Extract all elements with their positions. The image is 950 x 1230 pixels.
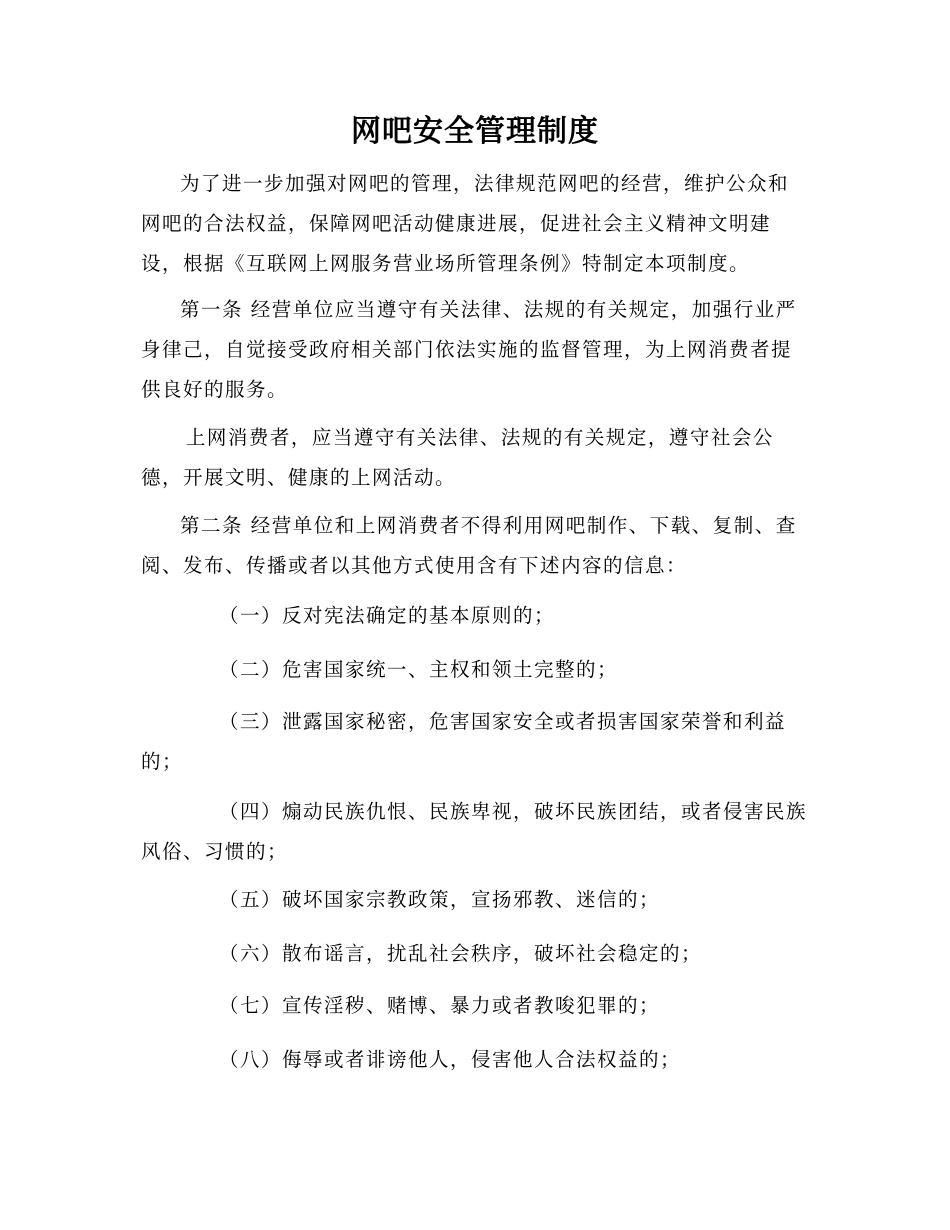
list-item-2: （二）危害国家统一、主权和领土完整的； [219, 658, 619, 681]
list-item-7: （七）宣传淫秽、赌博、暴力或者教唆犯罪的； [219, 994, 661, 1017]
list-item-4: （四）煽动民族仇恨、民族卑视，破坏民族团结，或者侵害民族风俗、习惯的； [141, 800, 808, 863]
list-item-1: （一）反对宪法确定的基本原则的； [219, 604, 556, 627]
article-two-paragraph: 第二条 经营单位和上网消费者不得利用网吧制作、下载、复制、查阅、发布、传播或者以其他方式使用含有下述内容的信息： [141, 514, 797, 577]
article-one-paragraph: 第一条 经营单位应当遵守有关法律、法规的有关规定，加强行业严身律己，自觉接受政府相关部门依法实施的监督管理，为上网消费者提供良好的服务。 [141, 298, 797, 401]
list-item-3: （三）泄露国家秘密，危害国家安全或者损害国家荣誉和利益的； [141, 710, 787, 773]
document-title: 网吧安全管理制度 [351, 114, 599, 149]
list-item-8: （八）侮辱或者诽谤他人，侵害他人合法权益的； [219, 1048, 682, 1071]
list-item-6: （六）散布谣言，扰乱社会秩序，破坏社会稳定的； [219, 942, 703, 965]
consumer-paragraph: 上网消费者，应当遵守有关法律、法规的有关规定，遵守社会公德，开展文明、健康的上网活动。 [141, 426, 774, 489]
intro-paragraph: 为了进一步加强对网吧的管理，法律规范网吧的经营，维护公众和网吧的合法权益，保障网吧活动健康进展，促进社会主义精神文明建设，根据《互联网上网服务营业场所管理条例》特制定本项制度。 [141, 172, 790, 275]
list-item-5: （五）破坏国家宗教政策，宣扬邪教、迷信的； [219, 888, 661, 911]
